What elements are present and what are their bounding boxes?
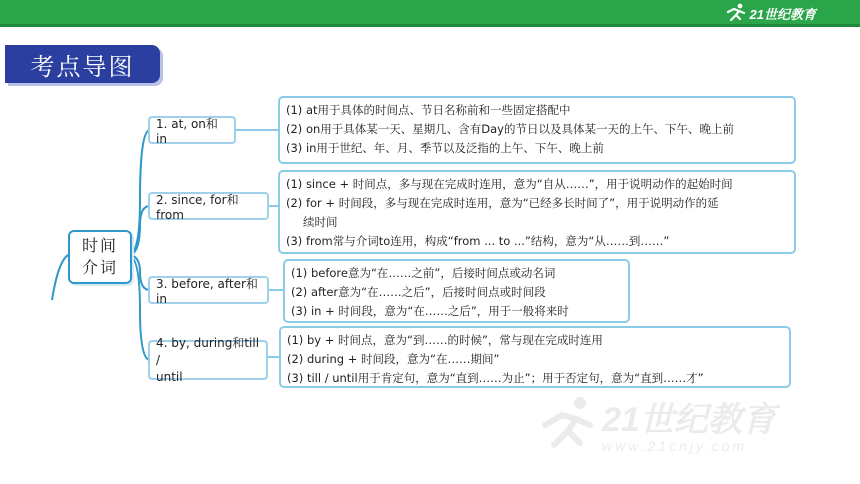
detail-line: (1) by + 时间点，意为“到……的时候”，常与现在完成时连用 <box>287 333 603 347</box>
detail-line: (2) after意为“在……之后”，后接时间点或时间段 <box>291 285 546 299</box>
watermark-text: 21世纪教育 <box>602 401 776 439</box>
watermark-logo <box>540 395 830 455</box>
watermark-url: www.21cnjy.com <box>602 438 748 454</box>
detail-box-by-during-till <box>279 326 791 388</box>
detail-box-since-for-from <box>278 170 796 254</box>
branch-node-by-during-till <box>148 335 268 384</box>
root-label-line1: 时间 <box>81 236 118 255</box>
detail-line: (3) in用于世纪、年、月、季节以及泛指的上午、下午、晚上前 <box>286 141 604 155</box>
detail-line: (1) at用于具体的时间点、节日名称前和一些固定搭配中 <box>286 103 571 117</box>
detail-box-before-after-in <box>283 259 630 323</box>
branch-label: 3. before, after和in <box>156 276 258 306</box>
detail-line: (3) from常与介词to连用，构成“from ... to ...”结构，意为“从……到……” <box>286 234 670 248</box>
detail-line: (2) on用于具体某一天、星期几、含有Day的节日以及具体某一天的上午、下午、晚上前 <box>286 122 734 136</box>
detail-line: (3) till / until用于肯定句，意为“直到……为止”；用于否定句，意为“直到……才” <box>287 371 704 385</box>
detail-line: (1) since + 时间点，多与现在完成时连用，意为“自从……”，用于说明动作的起始时间 <box>286 177 733 191</box>
branch-node-since-for-from <box>148 192 269 220</box>
branch-label: 2. since, for和from <box>156 192 239 222</box>
branch-node-before-after-in <box>148 276 269 304</box>
detail-box-at-on-in <box>278 96 796 164</box>
watermark-runner-icon <box>545 397 590 445</box>
page-title: 考点导图 <box>30 52 135 81</box>
mindmap-root-node <box>68 230 132 284</box>
detail-line: (1) before意为“在……之前”，后接时间点或动名词 <box>291 266 556 280</box>
detail-line: (2) for + 时间段，多与现在完成时连用，意为“已经多长时间了”，用于说明动作的延 <box>286 196 719 210</box>
branch-label: 1. at, on和in <box>156 116 218 146</box>
detail-line: (2) during + 时间段，意为“在……期间” <box>287 352 500 366</box>
detail-line: 续时间 <box>303 215 338 229</box>
logo-text: 21世纪教育 <box>749 6 816 22</box>
branch-label-line1: 4. by, during和till / <box>156 335 260 367</box>
branch-node-at-on-in <box>148 116 236 144</box>
root-label-line2: 介词 <box>81 258 118 277</box>
branch-label-line2: until <box>156 369 183 384</box>
detail-line: (3) in + 时间段，意为“在……之后”，用于一般将来时 <box>291 304 569 318</box>
